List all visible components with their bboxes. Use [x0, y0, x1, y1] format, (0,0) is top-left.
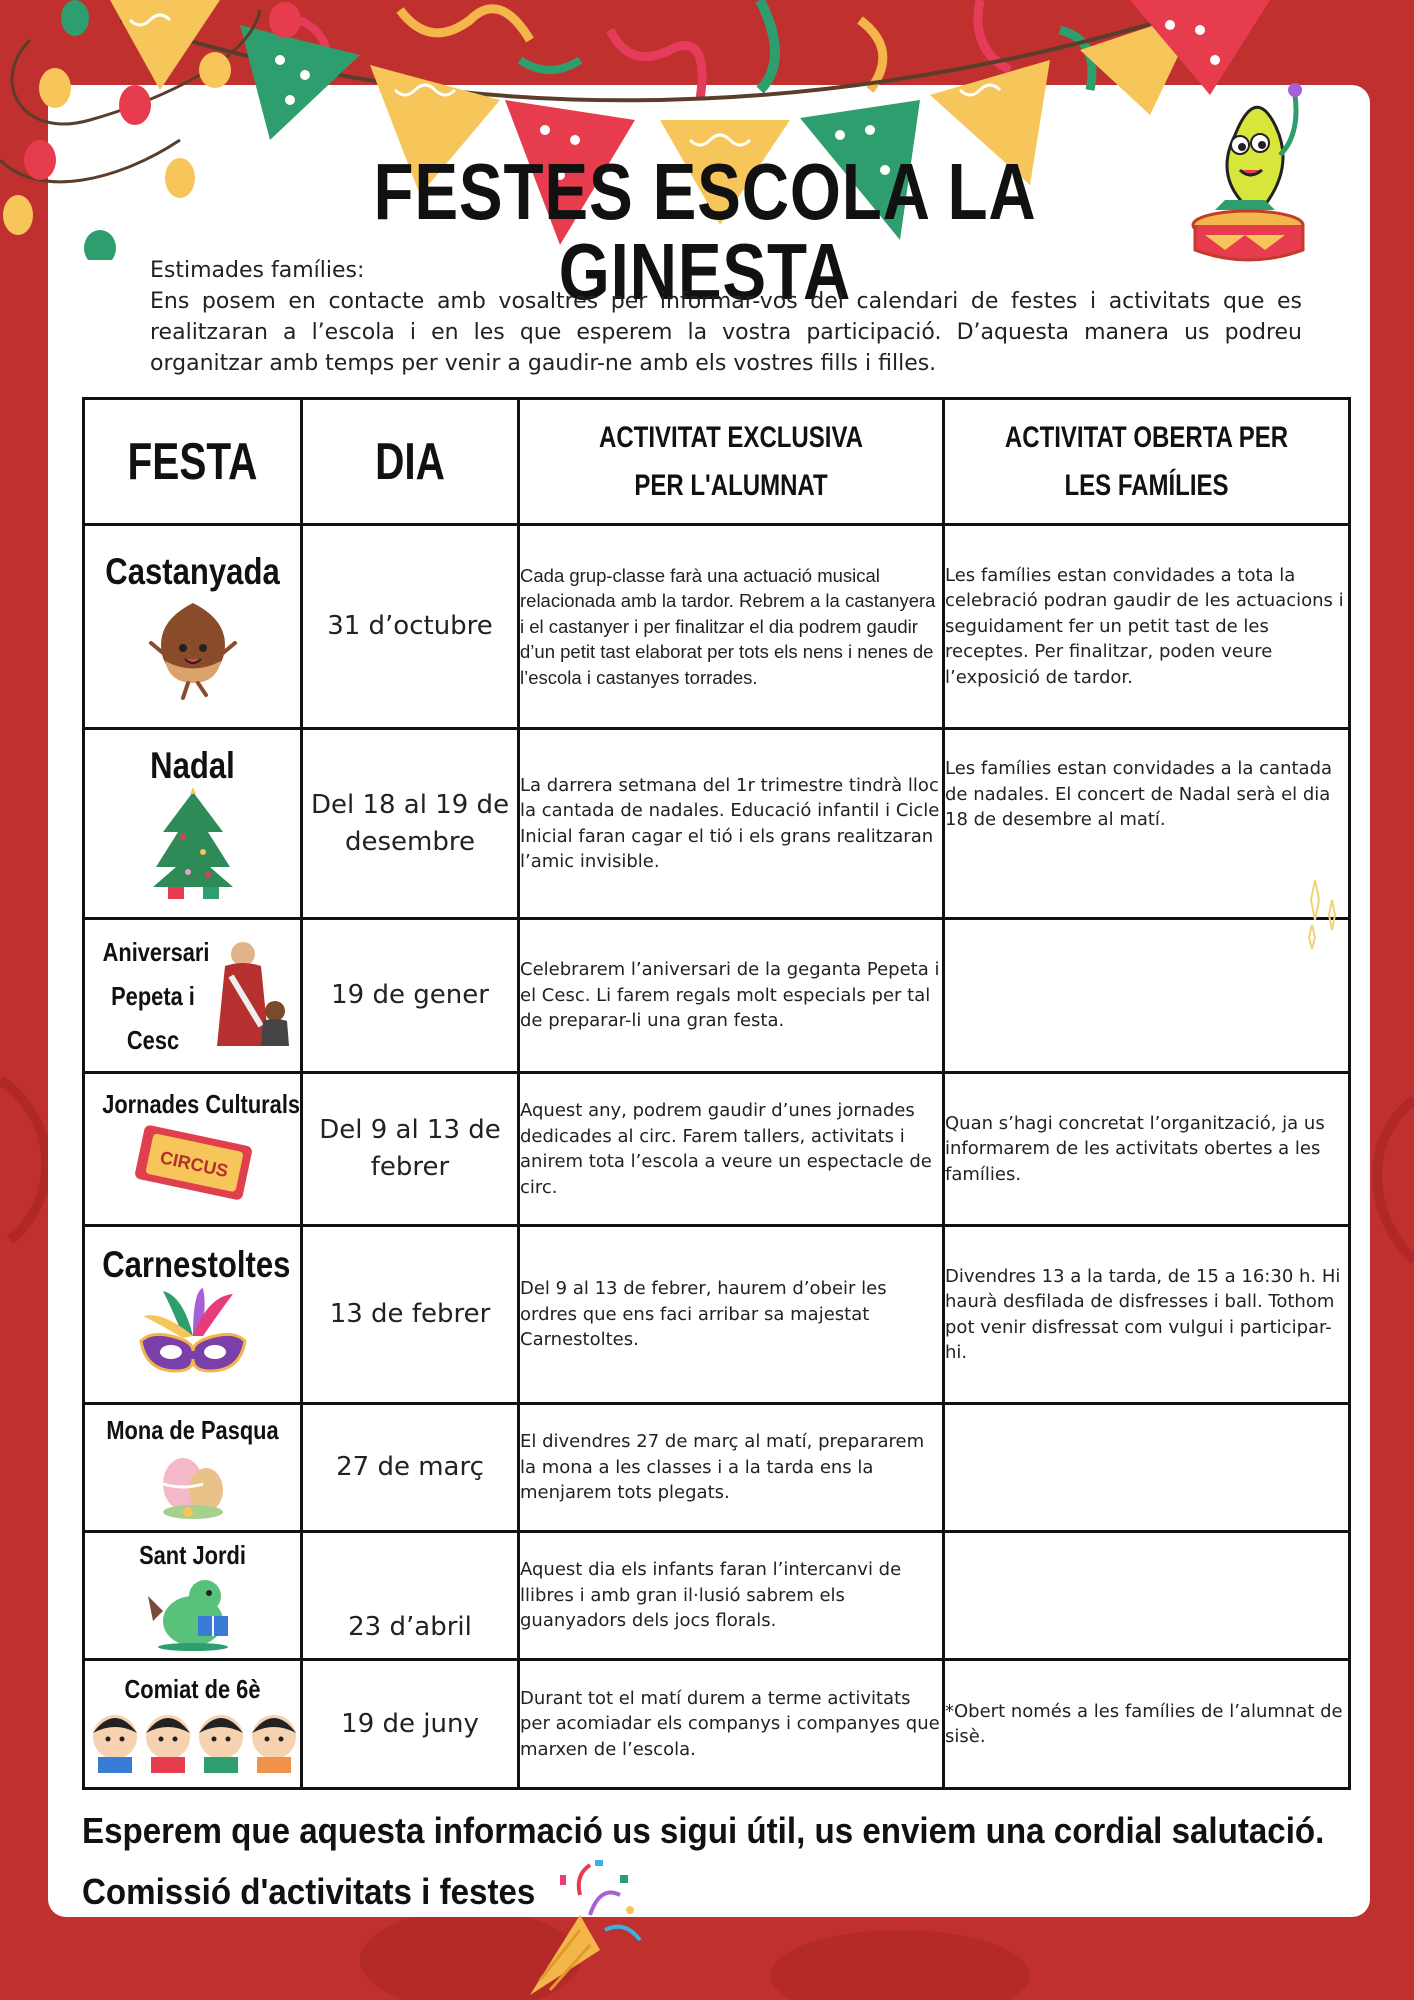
table-row [84, 1660, 1350, 1789]
festa-cell [84, 1073, 302, 1226]
oberta-cell: Quan s’hagi concretat l’organització, ja us informarem de les activitats obertes a les famílies. [944, 1073, 1350, 1226]
oberta-cell: Les famílies estan convidades a la cantada de nadales. El concert de Nadal serà el dia 18 de desembre al matí. [944, 729, 1350, 919]
dia-cell: 23 d’abril [302, 1532, 519, 1660]
dia-cell: 13 de febrer [302, 1226, 519, 1404]
festa-cell [84, 525, 302, 729]
festa-name: Mona de Pasqua [106, 1414, 279, 1445]
mascot-icon [1185, 75, 1315, 265]
dia-cell: 19 de gener [302, 919, 519, 1073]
festa-name: Jornades Culturals [102, 1088, 301, 1119]
table-row [84, 729, 1350, 919]
christmas-tree-icon [148, 787, 238, 902]
dia-cell: 19 de juny [302, 1660, 519, 1789]
dragon-icon [143, 1571, 243, 1651]
table-row [84, 1073, 1350, 1226]
festa-cell [84, 1660, 302, 1789]
page-title: FESTES ESCOLA LA GINESTA [373, 147, 1037, 316]
dia-cell: 31 d’octubre [302, 525, 519, 729]
header-oberta: ACTIVITAT OBERTA PER LES FAMÍLIES [944, 399, 1350, 525]
intro-text [150, 255, 1302, 379]
festa-name: Comiat de 6è [124, 1673, 261, 1704]
signature: Comissió d'activitats i festes [82, 1871, 536, 1912]
svg-text:CIRCUS: CIRCUS [157, 1146, 230, 1181]
table-row [84, 919, 1350, 1073]
carnival-mask-icon [133, 1286, 253, 1386]
oberta-cell: Les famílies estan convidades a tota la celebració podran gaudir de les actuacions i seguidament fer un petit tast de les receptes. Per finalitzar, poden veure l’exposició de tardor. [944, 525, 1350, 729]
table-row [84, 1226, 1350, 1404]
chestnut-icon [143, 593, 243, 703]
party-popper-icon [520, 1855, 650, 2000]
dia-cell: Del 18 al 19 de desembre [302, 729, 519, 919]
intro-greeting: Estimades famílies: [150, 258, 365, 283]
oberta-cell [944, 1532, 1350, 1660]
header-festa: FESTA [84, 399, 302, 525]
festivities-table [82, 397, 1351, 1790]
easter-eggs-icon [148, 1446, 238, 1521]
header-dia: DIA [302, 399, 519, 525]
festa-cell [84, 729, 302, 919]
festa-name: Carnestoltes [102, 1243, 291, 1285]
oberta-cell: *Obert només a les famílies de l’alumnat de sisè. [944, 1660, 1350, 1789]
oberta-cell: Divendres 13 a la tarda, de 15 a 16:30 h. Hi haurà desfilada de disfresses i ball. Tothom pot venir disfressat com vulgui i participar-hi. [944, 1226, 1350, 1404]
festa-cell [84, 1532, 302, 1660]
festa-cell [84, 1404, 302, 1532]
circus-ticket-icon [128, 1120, 258, 1210]
dia-cell: Del 9 al 13 de febrer [302, 1073, 519, 1226]
exclusiva-cell: La darrera setmana del 1r trimestre tindrà lloc la cantada de nadales. Educació infantil i Cicle Inicial faran cagar el tió i els grans realitzaran l’amic invisible. [519, 729, 944, 919]
header-exclusiva: ACTIVITAT EXCLUSIVA PER L'ALUMNAT [519, 399, 944, 525]
oberta-cell [944, 1404, 1350, 1532]
table-row [84, 1404, 1350, 1532]
festa-cell [84, 1226, 302, 1404]
oberta-cell [944, 919, 1350, 1073]
intro-body: Ens posem en contacte amb vosaltres per informar-vos del calendari de festes i activitats que es realitzaran a l’escola i en les que esperem la vostra participació. D’aquesta manera us podreu organitzar amb temps per venir a gaudir-ne amb els vostres fills i filles. [150, 289, 1302, 376]
closing-message: Esperem que aquesta informació us sigui útil, us enviem una cordial salutació. [82, 1810, 1325, 1851]
table-row [84, 525, 1350, 729]
giants-icon [213, 936, 293, 1056]
table-header-row [84, 399, 1350, 525]
festa-cell [84, 919, 302, 1073]
exclusiva-cell: Durant tot el matí durem a terme activitats per acomiadar els companys i companyes que marxen de l’escola. [519, 1660, 944, 1789]
festa-name: Aniversari Pepeta i Cesc [102, 936, 209, 1055]
children-icon [88, 1705, 298, 1775]
festa-name: Nadal [150, 745, 235, 786]
festa-name: Sant Jordi [139, 1540, 246, 1570]
exclusiva-cell: Aquest dia els infants faran l’intercanvi de llibres i amb gran il·lusió sabrem els guanyadors dels jocs florals. [519, 1532, 944, 1660]
exclusiva-cell: El divendres 27 de març al matí, prepararem la mona a les classes i a la tarda ens la menjarem tots plegats. [519, 1404, 944, 1532]
sparkle-icon [1300, 880, 1344, 950]
table-row [84, 1532, 1350, 1660]
festa-name: Castanyada [105, 550, 280, 592]
exclusiva-cell: Del 9 al 13 de febrer, haurem d’obeir les ordres que ens faci arribar sa majestat Carnestoltes. [519, 1226, 944, 1404]
exclusiva-cell: Celebrarem l’aniversari de la geganta Pepeta i el Cesc. Li farem regals molt especials per tal de preparar-li una gran festa. [519, 919, 944, 1073]
exclusiva-cell: Cada grup-classe farà una actuació musical relacionada amb la tardor. Rebrem a la castanyera i el castanyer i per finalitzar el dia podrem gaudir d’un petit tast elaborat per tots els nens i nenes de l’escola i castanyes torrades. [519, 525, 944, 729]
dia-cell: 27 de març [302, 1404, 519, 1532]
exclusiva-cell: Aquest any, podrem gaudir d’unes jornades dedicades al circ. Farem tallers, activitats i anirem tota l’escola a veure un espectacle de circ. [519, 1073, 944, 1226]
